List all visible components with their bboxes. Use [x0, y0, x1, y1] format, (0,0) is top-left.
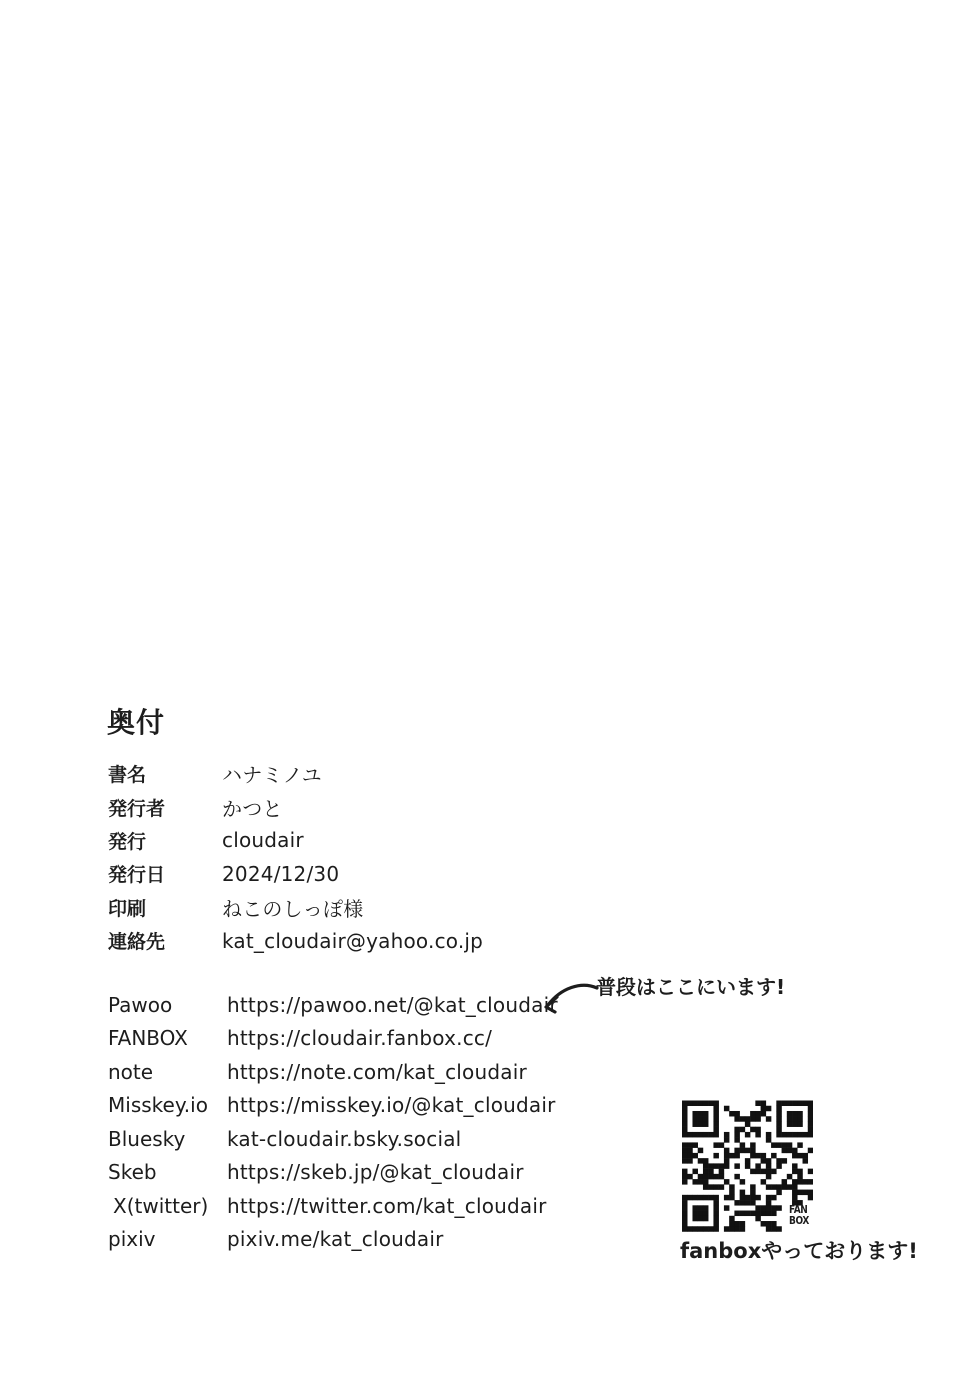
link-url: https://pawoo.net/@kat_cloudair	[227, 992, 558, 1017]
link-url: https://skeb.jp/@kat_cloudair	[227, 1160, 524, 1185]
fanbox-qr-code	[682, 1100, 813, 1232]
link-label: Bluesky	[108, 1126, 186, 1151]
page-title: 奥付	[107, 706, 166, 739]
colophon-value: ねこのしっぽ様	[222, 896, 364, 921]
link-row-skeb	[108, 1156, 558, 1190]
link-label: X(twitter)	[113, 1193, 209, 1218]
fanbox-caption: fanboxやっております!	[680, 1239, 918, 1263]
link-label: Misskey.io	[108, 1093, 208, 1118]
link-row-twitter	[108, 1189, 558, 1223]
link-label: note	[108, 1059, 154, 1084]
link-row-pixiv	[108, 1223, 558, 1257]
link-row-pawoo	[108, 988, 558, 1022]
colophon-label: 発行	[108, 830, 147, 853]
colophon-table	[108, 757, 483, 957]
colophon-label: 連絡先	[108, 931, 166, 954]
link-row-note	[108, 1055, 558, 1089]
link-row-bluesky	[108, 1122, 558, 1156]
fanbox-logo-line1: FAN	[789, 1203, 808, 1216]
link-row-misskey	[108, 1089, 558, 1123]
link-url: https://twitter.com/kat_cloudair	[227, 1193, 547, 1218]
link-url: https://cloudair.fanbox.cc/	[227, 1026, 493, 1051]
colophon-row-publisher	[108, 790, 483, 823]
colophon-value: ハナミノユ	[222, 763, 322, 788]
colophon-value: cloudair	[222, 828, 304, 853]
colophon-label: 発行者	[108, 797, 166, 820]
colophon-row-date	[108, 857, 483, 890]
handdrawn-arrow-icon	[541, 981, 599, 1017]
link-label: pixiv	[108, 1227, 156, 1252]
colophon-label: 印刷	[108, 897, 147, 920]
fanbox-logo	[789, 1204, 809, 1226]
colophon-row-title	[108, 757, 483, 790]
colophon-row-circle	[108, 824, 483, 857]
fanbox-logo-line2: BOX	[789, 1214, 809, 1228]
link-url: https://note.com/kat_cloudair	[227, 1059, 527, 1084]
link-url: https://misskey.io/@kat_cloudair	[227, 1093, 556, 1118]
link-label: FANBOX	[108, 1026, 188, 1051]
colophon-row-printer	[108, 891, 483, 924]
link-label: Skeb	[108, 1160, 157, 1185]
link-label: Pawoo	[108, 992, 173, 1017]
colophon-value: かつと	[222, 796, 283, 821]
colophon-label: 発行日	[108, 864, 166, 887]
usually-here-annotation: 普段はここにいます!	[596, 975, 786, 999]
link-url: pixiv.me/kat_cloudair	[227, 1227, 444, 1252]
social-links-list	[108, 988, 558, 1256]
colophon-email: kat_cloudair@yahoo.co.jp	[222, 928, 484, 953]
colophon-row-contact	[108, 924, 483, 957]
colophon-value: 2024/12/30	[222, 861, 340, 886]
colophon-label: 書名	[108, 764, 147, 787]
link-url: kat-cloudair.bsky.social	[227, 1126, 462, 1151]
link-row-fanbox	[108, 1022, 558, 1056]
